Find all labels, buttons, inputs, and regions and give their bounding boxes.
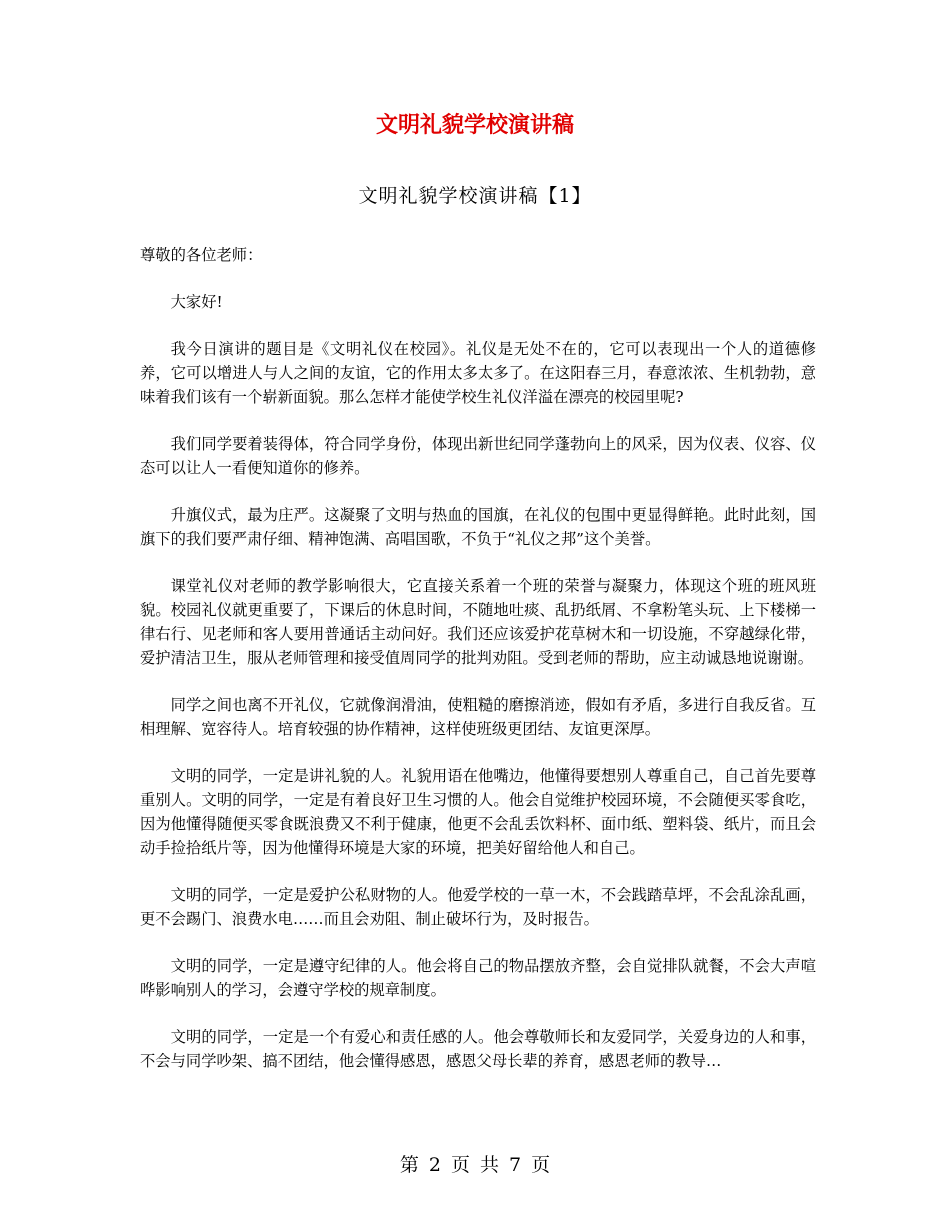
paragraph: 文明的同学，一定是遵守纪律的人。他会将自己的物品摆放齐整，会自觉排队就餐，不会大声喧哗影响别人的学习，会遵守学校的规章制度。 bbox=[140, 957, 816, 999]
document-title: 文明礼貌学校演讲稿 bbox=[375, 112, 574, 138]
paragraph: 我今日演讲的题目是《文明礼仪在校园》。礼仪是无处不在的，它可以表现出一个人的道德修养，它可以增进人与人之间的友谊，它的作用太多太多了。在这阳春三月，春意浓浓、生机勃勃，意味着我们该有一个崭新面貌。那么怎样才能使学校生礼仪洋溢在漂亮的校园里呢? bbox=[140, 340, 816, 406]
paragraph: 文明的同学，一定是一个有爱心和责任感的人。他会尊敬师长和友爱同学，关爱身边的人和事，不会与同学吵架、搞不团结，他会懂得感恩，感恩父母长辈的养育，感恩老师的教导… bbox=[140, 1028, 816, 1070]
paragraph: 大家好! bbox=[170, 293, 223, 311]
paragraph: 课堂礼仪对老师的教学影响很大，它直接关系着一个班的荣誉与凝聚力，体现这个班的班风班貌。校园礼仪就更重要了，下课后的休息时间，不随地吐痰、乱扔纸屑、不拿粉笔头玩、上下楼梯一律右行、见老师和客人要用普通话主动问好。我们还应该爱护花草树木和一切设施，不穿越绿化带，爱护清洁卫生，服从老师管理和接受值周同学的批判劝阻。受到老师的帮助，应主动诚恳地说谢谢。 bbox=[140, 577, 816, 667]
paragraph: 我们同学要着装得体，符合同学身份，体现出新世纪同学蓬勃向上的风采，因为仪表、仪容、仪态可以让人一看便知道你的修养。 bbox=[140, 435, 816, 477]
paragraph: 文明的同学，一定是讲礼貌的人。礼貌用语在他嘴边，他懂得要想别人尊重自己，自己首先要尊重别人。文明的同学，一定是有着良好卫生习惯的人。他会自觉维护校园环境，不会随便买零食吃，因为他懂得随便买零食既浪费又不利于健康，他更不会乱丢饮料杯、面巾纸、塑料袋、纸片，而且会动手捡拾纸片等，因为他懂得环境是大家的环境，把美好留给他人和自己。 bbox=[140, 767, 816, 857]
paragraph: 文明的同学，一定是爱护公私财物的人。他爱学校的一草一木，不会践踏草坪，不会乱涂乱画，更不会踢门、浪费水电……而且会劝阻、制止破坏行为，及时报告。 bbox=[140, 886, 816, 928]
speech-subtitle: 文明礼貌学校演讲稿【1】 bbox=[358, 185, 592, 207]
salutation: 尊敬的各位老师： bbox=[140, 246, 263, 264]
paragraph: 升旗仪式，最为庄严。这凝聚了文明与热血的国旗，在礼仪的包围中更显得鲜艳。此时此刻，国旗下的我们要严肃仔细、精神饱满、高唱国歌，不负于“礼仪之邦”这个美誉。 bbox=[140, 506, 816, 548]
paragraph: 同学之间也离不开礼仪，它就像润滑油，使粗糙的磨擦消迹，假如有矛盾，多进行自我反省。互相理解、宽容待人。培育较强的协作精神，这样使班级更团结、友谊更深厚。 bbox=[140, 696, 816, 738]
page-number-footer: 第 2 页 共 7 页 bbox=[399, 1154, 551, 1176]
document-body bbox=[140, 243, 816, 1096]
